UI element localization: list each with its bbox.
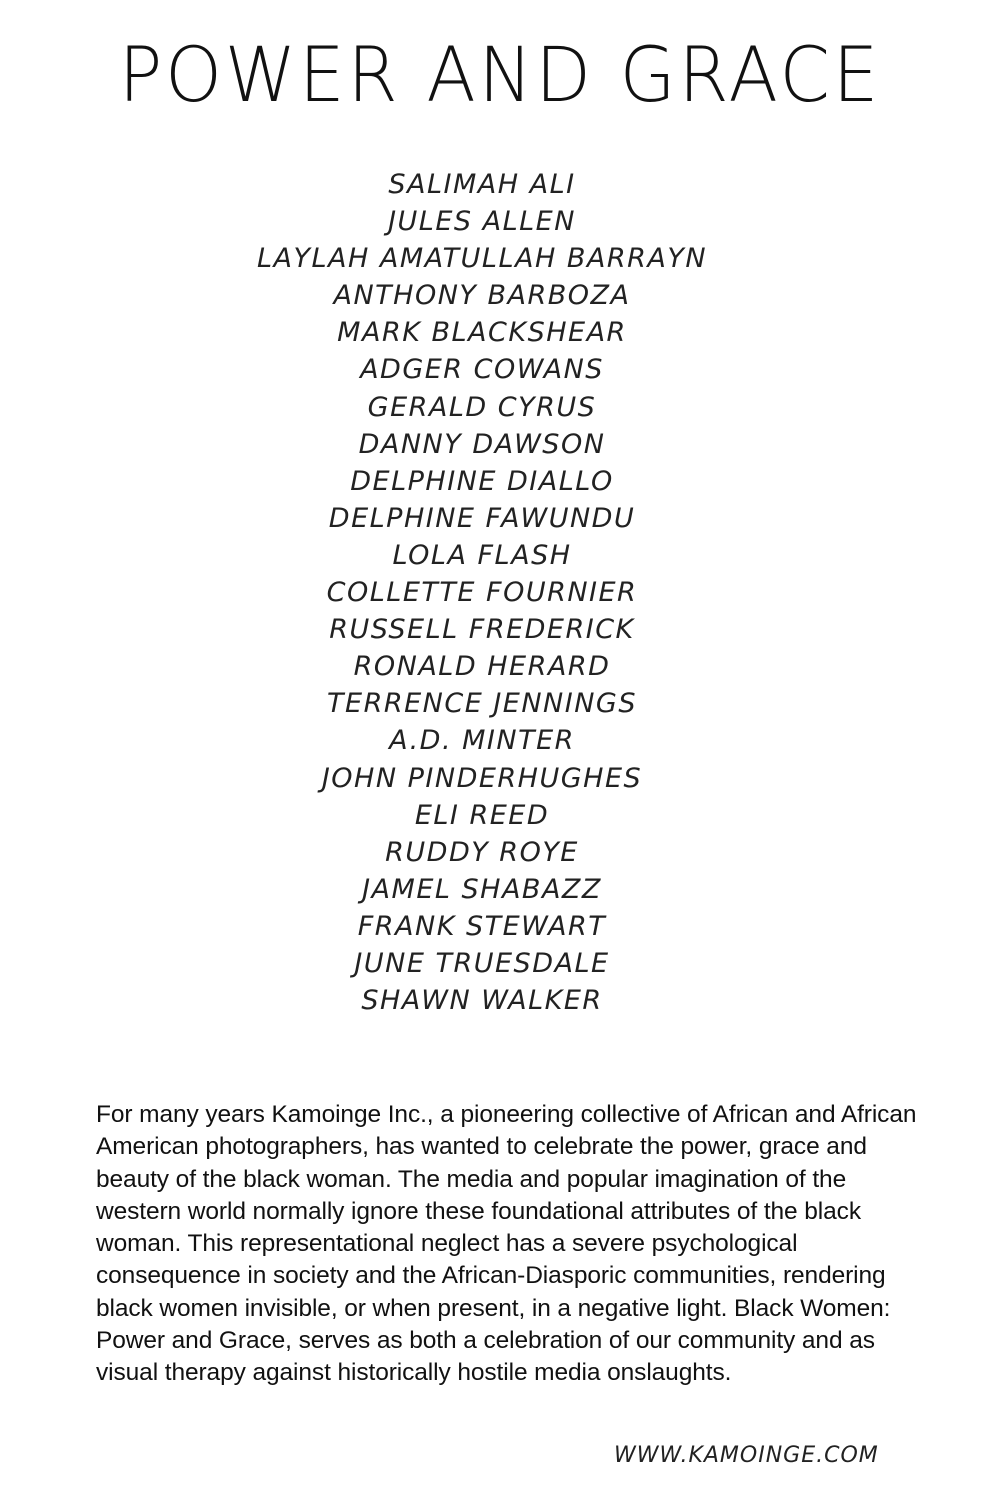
artist-name: LOLA FLASH — [392, 539, 572, 571]
artist-name: GERALD CYRUS — [367, 391, 597, 423]
description-paragraph: For many years Kamoinge Inc., a pioneering collective of African and African American photographers, has wanted to celebrate the power, grace and beauty of the black woman. The media and popular imagination of the western world normally ignore these foundational attributes of the black woman. This representational neglect has a severe psychological consequence in society and the African-Diasporic communities, rendering black women invisible, or when present, in a negative light. Black Women: Power and Grace, serves as both a celebration of our community and as visual therapy against historically hostile media onslaughts. — [96, 1101, 917, 1387]
artist-name: SALIMAH ALI — [388, 169, 576, 200]
artist-name: ANTHONY BARBOZA — [333, 280, 631, 312]
artist-name: JULES ALLEN — [388, 206, 576, 238]
artist-name: ADGER COWANS — [360, 354, 604, 386]
artist-name: DELPHINE FAWUNDU — [328, 502, 636, 534]
artist-name: TERRENCE JENNINGS — [327, 688, 637, 720]
artist-name: SHAWN WALKER — [361, 985, 603, 1017]
artist-name: JOHN PINDERHUGHES — [321, 762, 643, 794]
artist-name: JUNE TRUESDALE — [354, 947, 610, 979]
page-title: POWER AND GRACE — [118, 30, 882, 119]
artist-name: FRANK STEWART — [357, 910, 607, 942]
artist-name: DANNY DAWSON — [358, 428, 606, 460]
artist-name: A.D. MINTER — [389, 725, 575, 757]
artist-name: RUSSELL FREDERICK — [329, 614, 635, 646]
artist-name: RONALD HERARD — [353, 651, 611, 683]
artist-name: MARK BLACKSHEAR — [337, 317, 627, 349]
artist-name: JAMEL SHABAZZ — [362, 873, 602, 905]
artist-name: DELPHINE DIALLO — [350, 465, 614, 497]
website-url: WWW.KAMOINGE.COM — [614, 1443, 879, 1468]
artist-name: RUDDY ROYE — [385, 836, 579, 868]
artist-list — [0, 166, 964, 1019]
artist-name: LAYLAH AMATULLAH BARRAYN — [256, 243, 708, 275]
artist-name: COLLETTE FOURNIER — [326, 577, 638, 609]
artist-name: ELI REED — [414, 799, 550, 831]
